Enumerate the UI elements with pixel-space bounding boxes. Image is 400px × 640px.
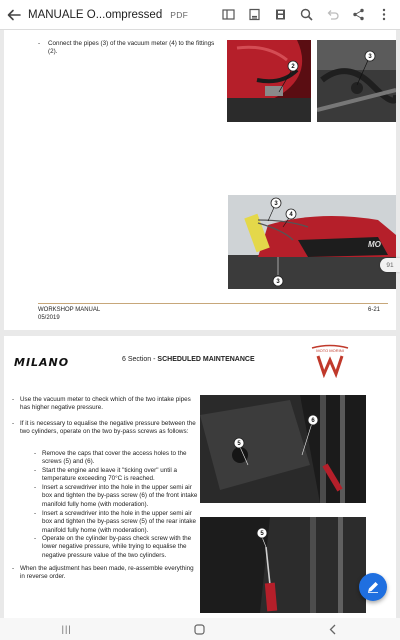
svg-text:MOTO MORINI: MOTO MORINI xyxy=(316,348,344,353)
bookmark-icon xyxy=(274,8,287,21)
more-options-button[interactable] xyxy=(372,0,396,30)
page-indicator[interactable]: 91 xyxy=(380,258,400,272)
reading-mode-button[interactable] xyxy=(216,0,240,30)
bullet: - xyxy=(34,467,37,474)
undo-button[interactable] xyxy=(320,0,344,30)
bullet: - xyxy=(38,40,41,47)
photo-screwdriver xyxy=(200,517,366,613)
instruction-text: Connect the pipes (3) of the vacuum meter (4) to the fittings (2). xyxy=(48,40,215,56)
step-3-text: Insert a screwdriver into the hole in the upper semi air box and tighten the by-pass screw (6) of the front intake manifold fully home (with moderation). xyxy=(42,484,198,508)
step-4-text: Insert a screwdriver into the hole in the upper semi air box and tighten the by-pass screw (5) of the rear intake manifold fully home (with moderation). xyxy=(42,510,197,534)
system-navigation-bar xyxy=(0,618,400,640)
callout-6: 6 xyxy=(311,418,315,424)
footer-manual-label: WORKSHOP MANUAL xyxy=(38,307,101,313)
edit-fab-button[interactable] xyxy=(359,573,387,601)
section-title: SCHEDULED MAINTENANCE xyxy=(157,356,255,363)
photo-bypass-screws xyxy=(200,395,366,503)
share-icon xyxy=(352,8,365,21)
callout-5-a: 5 xyxy=(237,441,241,447)
photo-fitting-rear xyxy=(317,40,396,122)
callout-5-b: 5 xyxy=(260,531,264,537)
vacuum-check-text: Use the vacuum meter to check which of the two intake pipes has higher negative pressure. xyxy=(20,396,191,412)
footer-page-number: 6-21 xyxy=(368,307,381,313)
footer-date: 05/2019 xyxy=(38,315,60,321)
footer-rule xyxy=(38,303,388,304)
file-type-badge: PDF xyxy=(170,9,189,20)
moto-morini-brand xyxy=(300,344,360,378)
bullet: - xyxy=(34,510,37,517)
system-back-button[interactable] xyxy=(303,618,363,640)
home-button[interactable] xyxy=(170,618,230,640)
more-vert-icon xyxy=(381,8,387,21)
save-button[interactable] xyxy=(242,0,266,30)
callout-3: 3 xyxy=(368,54,372,60)
search-button[interactable] xyxy=(294,0,318,30)
recent-apps-button[interactable] xyxy=(37,618,97,640)
callout-4: 4 xyxy=(289,212,293,218)
back-button[interactable] xyxy=(0,0,28,30)
step-1-text: Remove the caps that cover the access holes to the screws (5) and (6). xyxy=(42,450,187,466)
top-app-bar xyxy=(0,0,400,30)
edit-pencil-icon xyxy=(366,580,380,594)
bullet: - xyxy=(34,450,37,457)
arrow-left-icon xyxy=(7,8,21,22)
step-2-text: Start the engine and leave it "ticking over" until a temperature exceeding 70°C is reached. xyxy=(42,467,178,483)
bullet: - xyxy=(12,420,15,427)
equalise-intro-text: If it is necessary to equalise the negative pressure between the two cylinders, operate on the two by-pass screws as follows: xyxy=(20,420,196,436)
pdf-page-6-21 xyxy=(4,30,396,330)
photo-vacuum-meter xyxy=(228,195,396,289)
step-5-text: Operate on the cylinder by-pass check screw with the lower negative pressure, while trying to equalise the negative pressure value of the two cylinders. xyxy=(42,535,192,559)
bullet: - xyxy=(34,535,37,542)
section-heading xyxy=(122,356,255,363)
moto-morini-logo-icon xyxy=(300,344,360,378)
share-button[interactable] xyxy=(346,0,370,30)
search-icon xyxy=(300,8,313,21)
toolbar-actions xyxy=(216,0,400,30)
callout-2: 2 xyxy=(291,64,295,70)
bookmark-button[interactable] xyxy=(268,0,292,30)
pdf-page-scheduled-maintenance xyxy=(4,336,396,618)
bullet: - xyxy=(12,396,15,403)
svg-text:MO: MO xyxy=(368,240,381,249)
section-number: 6 Section - xyxy=(122,356,156,363)
save-icon xyxy=(248,8,261,21)
callout-3-a: 3 xyxy=(274,201,278,207)
photo-fitting-front xyxy=(227,40,311,122)
bullet: - xyxy=(34,484,37,491)
callout-3-b: 3 xyxy=(276,279,280,285)
undo-icon xyxy=(326,8,339,21)
nav-back-icon xyxy=(328,624,338,635)
document-scroll-area[interactable] xyxy=(0,30,400,618)
milano-logo: MILANO xyxy=(14,356,70,369)
document-title: MANUALE O...ompressed xyxy=(28,8,163,21)
recents-icon: ||| xyxy=(61,624,72,634)
reassemble-text: When the adjustment has been made, re-assemble everything in reverse order. xyxy=(20,565,194,581)
home-icon xyxy=(194,624,205,635)
reading-mode-icon xyxy=(222,8,235,21)
bullet: - xyxy=(12,565,15,572)
